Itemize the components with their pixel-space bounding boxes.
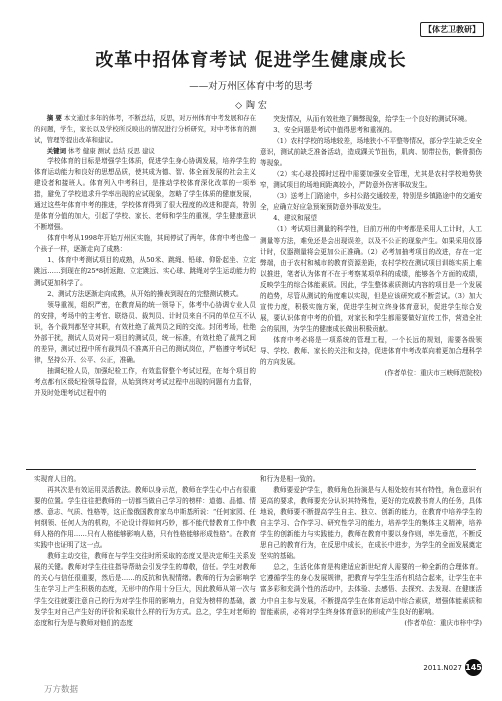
paragraph: 1、体育中考测试项目的成熟，从50米、跳绳、铅球、仰卧起坐、立定跳远……到现在的25*8折返跑、立定跳远、实心球、跳绳对学生运动能力的测试更加科学了。 <box>34 256 256 287</box>
left-column <box>34 156 256 466</box>
paragraph: 抽调纪检人员，加强纪检工作，有效监督整个考试过程，在每个项目的考点都有区级纪检领导监督，从始到终对考试过程中出现的问题有力监督，并及时处理考试过程中的 <box>34 366 256 397</box>
paragraph: 总之，生活化体育是构建适应新世纪育人需要的一种全新的合理体育。它遵循学生的身心发展规律，把教育与学生生活有机结合起来，让学生在丰富多彩和充满个性的活动中，去体验、去感悟、去探究、去发现、在健康活力中自主参与发展，不断提高学生在体育运动中综合素质，增强体能素质和智能素质，必将对学生终身体育意识的形成产生良好的影响。 <box>260 563 482 616</box>
page-number: 145 <box>465 659 482 676</box>
issue-number: 2011.N027 <box>423 664 462 672</box>
article-subtitle: ——对万州区体育中考的思考 <box>189 81 313 92</box>
paragraph: 体育中考从1998年开始万州区实施，其间停试了两年，体育中考也像一个孩子一样，逐渐走向了成熟： <box>34 234 256 254</box>
abstract-block <box>34 113 256 157</box>
author-affiliation: (作者单位：重庆市梓中学) <box>404 618 482 627</box>
paragraph: 和行为是相一致的。 <box>260 475 320 483</box>
paragraph: （1）农村学校的场地较差，场地狭小不平整等情况，部分学生缺乏安全意识，测试前缺乏准备活动，造成踝关节扭伤，肌肉、韧带拉伤，髌骨损伤等现象。 <box>260 137 482 168</box>
paragraph: 教师主动交往，教师在与学生交往时所采取的态度又是决定师生关系发展的关键。教师对学生往往指导帮助会引发学生的尊敬，信任。学生对教师的关心与信任很重要，然后是……的反抗和仇视情绪。教师的行为会影响学生在学习上产生积极的态度，无形中的作用十分巨大，因此教师从第一次与学生交往就要注意自己的行为对学生作用的影响力，自觉为榜样的基础，激发学生对自己产生好的评价和采取什么样的行为方式。总之，学生对老师的态度和行为是与教师对他们的态度 <box>34 552 256 627</box>
paragraph: 学校体育的目标是增强学生体质，促进学生身心协调发展，培养学生的体育运动能力和良好的思想品质，使其成为德、智、体全面发展的社会主义建设者和接班人。体育列入中考科目，是推动学校体育深化改革的一项举措，避免了学校追求升学率出现的应试现象，忽略了学生体质的健康发展，通过这些年体育中考的推进，学校体育得到了很大程度的改进和提高，特别是体育分值的加大，引起了学校、家长、老师和学生的重视，学生健康意识不断增强。 <box>34 157 256 232</box>
paragraph: 2、测试方法逐渐走向成熟，从开始的操表到现在的完整测试模式。 <box>47 289 243 298</box>
paragraph: 实现育人目的。 <box>34 475 81 483</box>
diamond-icon: ◇ <box>235 101 243 111</box>
abstract-label: 摘 要 <box>46 114 62 122</box>
paragraph: 3、安全问题是考试中值得思考和重视的。 <box>273 126 397 135</box>
paragraph: 教师要爱护学生，教师角色扮演是与人相处较有其有特性，角色意识有更高的要求，教师要充分认识其特殊性，更好的完成教书育人的任务，具体地说，教师要不断提高学生自主、独立、创新的能力，在教育中培养学生的自主学习、合作学习、研究性学习的能力，培养学生的集体主义精神，培养学生的创新能力与实践能力，教师在教育中要以身作则，率先垂范，不断反思自己的教育行为，在反思中成长，在成长中进步，为学生的全面发展奠定坚实的基础。 <box>260 486 482 561</box>
bottom-right-column <box>260 474 482 656</box>
paragraph: 领导重视，组织严密，在教育局的统一领导下，体考中心协调专业人员的安排，考场中的主考官、联络员、裁判员、计时员来自不同的单位互不认识，各个裁判都坚守其职，有效杜绝了裁判员之间的交流。封闭考场，杜绝外部干扰，测试人员对同一项目的测试员，统一标准，有效杜绝了裁判之间的差异，测试过程中所有裁判员不准离开自己的测试岗位，严格遵守考试纪律，坚持公开、公平、公正，准确。 <box>34 300 256 364</box>
article-title: 改革中招体育考试 促进学生健康成长 <box>95 50 407 71</box>
paragraph: （2）实心球投掷时过程中需要加强安全管理，尤其是农村学校地势狭窄，测试项目的场地间距离较小，严防意外伤害事故发生。 <box>260 170 482 190</box>
paragraph: 体育中考必将是一项系统的管理工程，一个长远的规划，需要各级领导、学校、教师、家长的关注和支持，促进体育中考改革向着更加合理科学的方向发展。 <box>260 335 482 367</box>
right-column <box>260 114 482 466</box>
paragraph: 4、建议和展望 <box>273 214 317 223</box>
author-text: 陶 宏 <box>246 101 267 111</box>
keywords-label: 关键词 <box>46 147 66 155</box>
keywords-text: 体考 健康 测试 总结 反思 建议 <box>68 147 155 155</box>
paragraph: 突发情况，从而有效杜绝了舞弊现象，给学生一个良好的测试环境。 <box>273 115 471 123</box>
paragraph: （3）送考上门路途中，乡村公路交通较差，特别是乡镇路途中的交通安全，应确立好应急预案预防意外事故发生。 <box>260 192 482 212</box>
paragraph: 再其次是有效运用灵活教法。教师以身示范，教师在学生心中占有很重要的位置。学生往往把教师的一切都当做自己学习的榜样：道德、品德、情感、意志、气质、性格等，这正像俄国教育家乌申斯基所说：“任何家园、任何纲领、任何人为的机构，不论设计得如何巧妙，都不能代替教育工作中教师人格的作用……只有人格能够影响人格，只有性格能够形成性格”。在教育实践中也证明了这一点。 <box>34 486 256 550</box>
paragraph: （1）考试项目测量的科学性，目前万州的中考都是采用人工计时，人工测量等方法，难免还是会出现误差，以及不公正的现象产生。如果采用仪器计时，仪器测量将会更加公正准确。（2）必考加抽考项目的改进，存在一定弊端，由于农村和城市的教育资源差距，农村学校在测试项目训练实质上难以推进，笔者认为体育不在于考察某项单科的成绩，能够各个方面的成绩，反映学生的综合体能素质。因此，学生整体素质测试内容的项目是一个发展的趋势，尽管从测试的角度难以实现，但是应该研究或不断尝试。（3）加大宣传力度，积极实施方案，促进学生树立终身体育意识，促进学生综合发展，要认识体育中考的价值，对家长和学生都需要做好宣传工作，营造全社会的氛围，为学生的健康成长做出积极贡献。 <box>260 225 482 333</box>
watermark: 万方数据 <box>44 685 79 695</box>
abstract-paragraph <box>34 113 256 146</box>
section-divider <box>26 469 476 470</box>
author-name <box>0 98 502 111</box>
section-tag: 【体艺卫教研】 <box>420 22 484 37</box>
author-affiliation: (作者单位：重庆市三峡师范院校) <box>384 369 482 378</box>
bottom-left-column <box>34 474 256 656</box>
abstract-text: 本文通过多年的体考，不断总结，反思，对万州体育中考发展和存在的问题，学生，家长以及学校所反映出的情况进行分析研究，对中考体育的测试，管理等提出改革和建议。 <box>34 114 256 144</box>
